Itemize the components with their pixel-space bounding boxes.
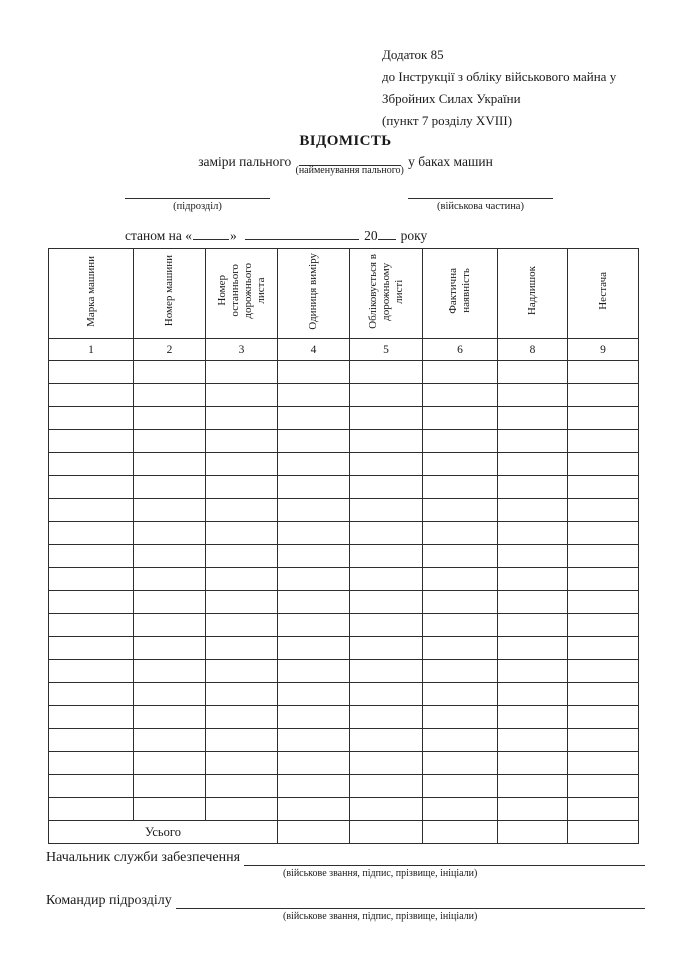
col-header-vehicle-number: Номер машини [134,249,206,339]
empty-cell [423,361,498,384]
empty-cell [134,752,206,775]
appendix-line: до Інструкції з обліку військового майна у [382,69,617,84]
empty-cell [49,637,134,660]
empty-cell [49,752,134,775]
appendix-header [382,44,645,132]
empty-cell [278,683,350,706]
empty-cell [423,407,498,430]
empty-cell [49,683,134,706]
empty-cell [49,706,134,729]
table-row [49,660,639,683]
empty-cell [206,752,278,775]
col-number: 1 [49,339,134,361]
empty-cell [134,499,206,522]
empty-cell [49,798,134,821]
empty-cell [498,775,568,798]
empty-cell [206,729,278,752]
empty-cell [568,499,639,522]
empty-cell [423,752,498,775]
empty-cell [278,522,350,545]
col-header-vehicle-make: Марка машини [49,249,134,339]
col-header-unit-of-measure: Одиниця виміру [278,249,350,339]
appendix-line: Додаток 85 [382,47,444,62]
empty-cell [49,729,134,752]
empty-cell [49,775,134,798]
table-body [49,361,639,844]
col-header-last-waybill-number: Номер останнього дорожнього листа [206,249,278,339]
empty-cell [278,752,350,775]
empty-cell [278,499,350,522]
totals-empty-cell [498,821,568,844]
as-of-date-line [125,227,645,244]
empty-cell [498,407,568,430]
empty-cell [49,407,134,430]
empty-cell [134,384,206,407]
table-row [49,752,639,775]
empty-cell [498,453,568,476]
empty-cell [350,775,423,798]
empty-cell [498,545,568,568]
table-row [49,430,639,453]
supply-chief-signature-blank [244,851,645,866]
col-number: 8 [498,339,568,361]
col-number: 9 [568,339,639,361]
empty-cell [568,407,639,430]
commander-signature-caption: (військове звання, підпис, прізвище, ініціали) [283,911,478,922]
unit-fields-row [125,185,553,213]
empty-cell [278,568,350,591]
empty-cell [350,407,423,430]
empty-cell [278,637,350,660]
empty-cell [423,614,498,637]
empty-cell [568,591,639,614]
day-blank [193,227,229,240]
empty-cell [568,614,639,637]
totals-empty-cell [423,821,498,844]
empty-cell [423,775,498,798]
empty-cell [350,384,423,407]
year-blank [378,227,396,240]
fuel-measurement-table [48,248,639,844]
empty-cell [498,683,568,706]
empty-cell [568,706,639,729]
empty-cell [498,591,568,614]
empty-cell [498,752,568,775]
empty-cell [568,798,639,821]
month-blank [245,227,359,240]
empty-cell [423,660,498,683]
empty-cell [350,430,423,453]
totals-label-cell: Усього [49,821,278,844]
totals-row [49,821,639,844]
col-header-surplus: Надлишок [498,249,568,339]
empty-cell [134,683,206,706]
empty-cell [134,568,206,591]
empty-cell [206,637,278,660]
col-number: 4 [278,339,350,361]
empty-cell [278,798,350,821]
commander-label: Командир підрозділу [46,893,172,908]
table-row [49,706,639,729]
empty-cell [350,522,423,545]
empty-cell [568,729,639,752]
date-close-quote: » [230,228,237,243]
totals-empty-cell [350,821,423,844]
empty-cell [206,683,278,706]
appendix-line: (пункт 7 розділу XVIII) [382,113,513,128]
military-unit-blank [408,185,553,199]
empty-cell [206,453,278,476]
empty-cell [498,499,568,522]
table-row [49,499,639,522]
col-number: 3 [206,339,278,361]
table-row [49,775,639,798]
empty-cell [49,453,134,476]
table-row [49,522,639,545]
empty-cell [206,568,278,591]
table-row [49,453,639,476]
date-prefix: станом на « [125,228,193,243]
empty-cell [350,614,423,637]
col-number: 5 [350,339,423,361]
military-unit-caption: (військова частина) [437,201,524,212]
empty-cell [350,729,423,752]
empty-cell [206,499,278,522]
commander-signature-blank [176,894,645,909]
col-header-actual-availability: Фактична наявність [423,249,498,339]
empty-cell [134,729,206,752]
commander-signature-row [46,892,645,909]
empty-cell [278,453,350,476]
table-row [49,568,639,591]
empty-cell [134,614,206,637]
empty-cell [350,476,423,499]
empty-cell [350,752,423,775]
empty-cell [49,660,134,683]
empty-cell [134,637,206,660]
empty-cell [134,361,206,384]
empty-cell [423,729,498,752]
supply-chief-label: Начальник служби забезпечення [46,850,241,865]
empty-cell [568,568,639,591]
empty-cell [350,660,423,683]
empty-cell [278,545,350,568]
empty-cell [568,430,639,453]
empty-cell [568,476,639,499]
empty-cell [206,706,278,729]
empty-cell [350,637,423,660]
empty-cell [568,522,639,545]
empty-cell [134,775,206,798]
empty-cell [278,407,350,430]
empty-cell [423,453,498,476]
table-row [49,545,639,568]
empty-cell [134,798,206,821]
table-row [49,591,639,614]
subtitle-prefix: заміри пального [198,154,292,169]
empty-cell [350,361,423,384]
empty-cell [206,614,278,637]
empty-cell [568,660,639,683]
empty-cell [278,706,350,729]
empty-cell [49,614,134,637]
col-number: 6 [423,339,498,361]
empty-cell [350,453,423,476]
empty-cell [423,499,498,522]
subtitle-suffix: у баках машин [408,154,493,169]
date-century: 20 [364,228,378,243]
empty-cell [498,614,568,637]
empty-cell [49,499,134,522]
empty-cell [568,775,639,798]
empty-cell [423,706,498,729]
empty-cell [568,384,639,407]
table-row [49,729,639,752]
empty-cell [568,545,639,568]
empty-cell [350,545,423,568]
empty-cell [350,591,423,614]
empty-cell [423,430,498,453]
empty-cell [498,729,568,752]
empty-cell [206,545,278,568]
empty-cell [498,430,568,453]
empty-cell [278,660,350,683]
empty-cell [350,499,423,522]
empty-cell [278,384,350,407]
form-subtitle [46,153,645,176]
empty-cell [206,775,278,798]
empty-cell [568,453,639,476]
empty-cell [350,798,423,821]
empty-cell [134,430,206,453]
empty-cell [206,660,278,683]
table-row [49,798,639,821]
empty-cell [278,729,350,752]
supply-chief-signature-row [46,849,645,866]
empty-cell [206,407,278,430]
form-title: ВІДОМІСТЬ [299,133,392,149]
empty-cell [568,752,639,775]
empty-cell [278,476,350,499]
empty-cell [134,545,206,568]
empty-cell [423,798,498,821]
empty-cell [423,591,498,614]
empty-cell [278,775,350,798]
empty-cell [49,476,134,499]
empty-cell [134,522,206,545]
table-row [49,637,639,660]
empty-cell [498,361,568,384]
appendix-line: Збройних Силах України [382,91,521,106]
empty-cell [568,637,639,660]
empty-cell [423,545,498,568]
empty-cell [134,453,206,476]
empty-cell [278,591,350,614]
empty-cell [498,476,568,499]
empty-cell [49,361,134,384]
empty-cell [206,798,278,821]
empty-cell [206,476,278,499]
empty-cell [206,361,278,384]
supply-chief-signature-caption: (військове звання, підпис, прізвище, ініціали) [283,868,478,879]
empty-cell [498,384,568,407]
empty-cell [49,568,134,591]
empty-cell [350,683,423,706]
col-header-recorded-in-waybill: Обліковується в дорожньому листі [350,249,423,339]
table-row [49,407,639,430]
empty-cell [568,361,639,384]
table-row [49,614,639,637]
empty-cell [423,522,498,545]
empty-cell [134,706,206,729]
table-row [49,476,639,499]
empty-cell [498,660,568,683]
fuel-name-blank [295,153,404,176]
empty-cell [134,591,206,614]
empty-cell [134,660,206,683]
empty-cell [278,430,350,453]
empty-cell [134,476,206,499]
empty-cell [423,384,498,407]
military-unit-field [408,185,553,213]
empty-cell [49,591,134,614]
empty-cell [350,706,423,729]
table-row [49,384,639,407]
empty-cell [278,614,350,637]
unit-field [125,185,270,213]
fuel-name-caption: (найменування пального) [295,165,404,176]
empty-cell [49,522,134,545]
unit-caption: (підрозділ) [173,201,222,212]
empty-cell [498,568,568,591]
empty-cell [134,407,206,430]
totals-empty-cell [278,821,350,844]
empty-cell [498,798,568,821]
empty-cell [49,384,134,407]
table-header-row [49,249,639,339]
empty-cell [49,545,134,568]
empty-cell [278,361,350,384]
empty-cell [498,637,568,660]
empty-cell [423,568,498,591]
empty-cell [206,522,278,545]
empty-cell [350,568,423,591]
col-header-shortage: Нестача [568,249,639,339]
date-suffix: року [400,228,428,243]
col-number: 2 [134,339,206,361]
empty-cell [206,591,278,614]
empty-cell [423,637,498,660]
empty-cell [423,683,498,706]
empty-cell [206,430,278,453]
empty-cell [206,384,278,407]
empty-cell [568,683,639,706]
column-number-row [49,339,639,361]
table-row [49,361,639,384]
unit-blank [125,185,270,199]
empty-cell [498,706,568,729]
totals-empty-cell [568,821,639,844]
empty-cell [498,522,568,545]
empty-cell [49,430,134,453]
table-row [49,683,639,706]
empty-cell [423,476,498,499]
